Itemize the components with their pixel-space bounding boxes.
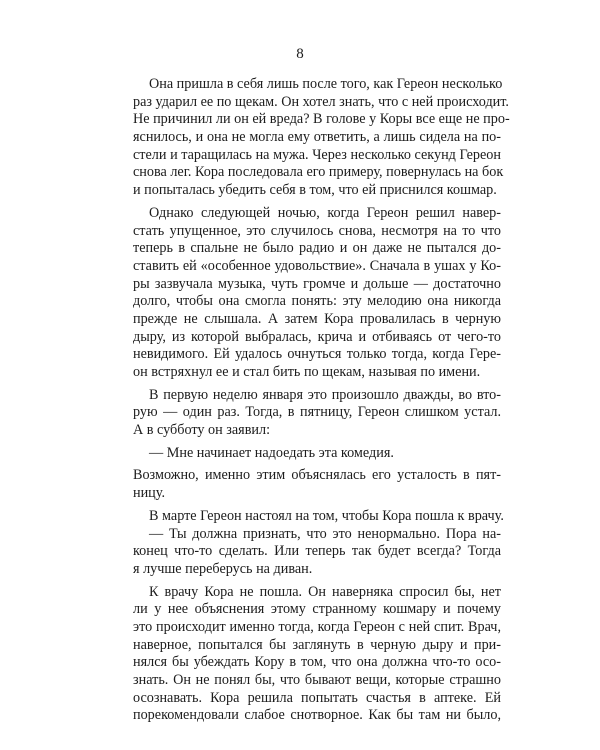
- text-line: стели и таращилась на мужа. Через несколько секунд Гереон: [133, 146, 501, 163]
- body-text: [133, 76, 510, 725]
- text-line: это происходит именно тогда, когда Гереон с ней спит. Врач,: [133, 618, 501, 635]
- text-line: прежде не слышала. А затем Кора провалилась в черную: [133, 310, 501, 327]
- text-line: нялся бы убеждать Кору в том, что она должна что-то осо-: [133, 654, 501, 671]
- text-line: и попыталась убедить себя в том, что ей приснился кошмар.: [133, 182, 497, 199]
- text-line: Однако следующей ночью, когда Гереон решил навер-: [149, 204, 501, 221]
- text-line: стать упущенное, это случилось снова, несмотря на то что: [133, 222, 501, 239]
- text-line: — Ты должна признать, что это ненормально. Пора на-: [149, 525, 501, 542]
- text-line: он встряхнул ее и стал бить по щекам, называя по имени.: [133, 364, 481, 380]
- page-number: 8: [296, 46, 304, 62]
- text-line: Она пришла в себя лишь после того, как Гереон несколько: [149, 76, 503, 92]
- text-line: осознавать. Кора решила попытать счастья в аптеке. Ей: [133, 689, 501, 706]
- text-line: В марте Гереон настоял на том, чтобы Кора пошла к врачу.: [149, 507, 504, 524]
- text-line: я лучше переберусь на диван.: [133, 560, 313, 577]
- text-line: ставить ей «особенное удовольствие». Сначала в ушах у Ко-: [133, 257, 501, 274]
- text-line: ницу.: [133, 485, 165, 502]
- text-line: Возможно, именно этим объяснялась его усталость в пят-: [133, 467, 501, 484]
- text-line: рую — один раз. Тогда, в пятницу, Гереон слишком устал.: [133, 404, 501, 421]
- text-line: яснилось, и она не могла ему ответить, а лишь сидела на по-: [133, 129, 501, 146]
- text-line: невидимого. Ей удалось очнуться только тогда, когда Гере-: [133, 346, 501, 363]
- text-line: ли у нее объяснения этому странному кошмару и почему: [133, 601, 501, 618]
- text-line: порекомендовали слабое снотворное. Как бы там ни было,: [133, 707, 501, 724]
- text-line: Не причинил ли он ей вреда? В голове у Коры все еще не про-: [133, 111, 510, 128]
- text-line: К врачу Кора не пошла. Он наверняка спросил бы, нет: [149, 583, 501, 600]
- text-line: — Мне начинает надоедать эта комедия.: [149, 444, 394, 461]
- text-line: В первую неделю января это произошло дважды, во вто-: [149, 386, 501, 403]
- text-line: долго, чтобы она смогла понять: эту мелодию она никогда: [133, 293, 501, 310]
- text-line: дыру, из которой выбралась, крича и отбиваясь от чего-то: [133, 328, 501, 345]
- text-line: знать. Он не понял бы, что бывают вещи, которые страшно: [133, 672, 501, 688]
- text-line: ры зазвучала музыка, чуть громче и дольше — достаточно: [133, 275, 501, 292]
- text-line: снова лег. Кора последовала его примеру, повернулась на бок: [133, 164, 504, 181]
- text-line: раз ударил ее по щекам. Он хотел знать, что с ней происходит.: [133, 93, 509, 110]
- text-line: наверное, попытался бы заглянуть в черную дыру и при-: [133, 636, 501, 653]
- text-line: теперь в спальне не было радио и он даже не пытался до-: [133, 240, 501, 257]
- text-line: конец что-то сделать. Или теперь так будет всегда? Тогда: [133, 543, 501, 560]
- text-line: А в субботу он заявил:: [133, 422, 271, 439]
